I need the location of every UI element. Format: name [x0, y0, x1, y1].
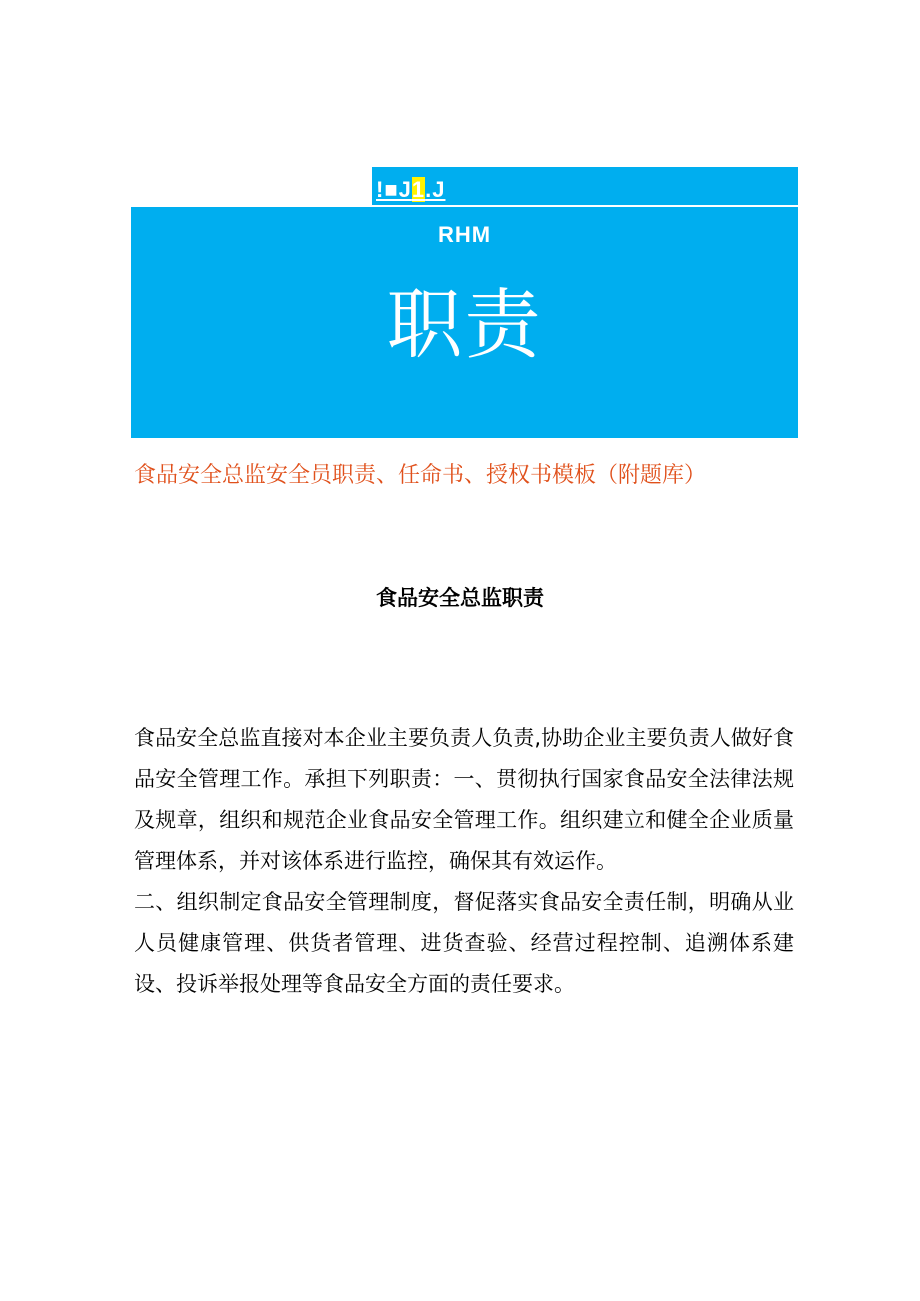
- document-title: 食品安全总监安全员职责、任命书、授权书模板（附题库）: [134, 463, 707, 488]
- banner-title: 职责: [386, 280, 543, 369]
- header-strip: [372, 167, 798, 205]
- header-strip-text: !■J1.J: [376, 177, 446, 202]
- paragraph-1: 食品安全总监直接对本企业主要负责人负责,协助企业主要负责人做好食品安全管理工作。承担下列职责：一、贯彻执行国家食品安全法律法规及规章，组织和规范企业食品安全管理工作。组织建立和健全企业质量管理体系，并对该体系进行监控，确保其有效运作。: [134, 726, 794, 873]
- header-banner: [131, 207, 798, 438]
- section-heading: 食品安全总监职责: [376, 586, 544, 610]
- paragraph-2: 二、组织制定食品安全管理制度，督促落实食品安全责任制，明确从业人员健康管理、供货者管理、进货查验、经营过程控制、追溯体系建设、投诉举报处理等食品安全方面的责任要求。: [134, 890, 794, 996]
- header-strip-highlight: 1: [411, 177, 426, 202]
- body-text: [134, 718, 794, 1005]
- banner-subtitle: RHM: [437, 222, 492, 247]
